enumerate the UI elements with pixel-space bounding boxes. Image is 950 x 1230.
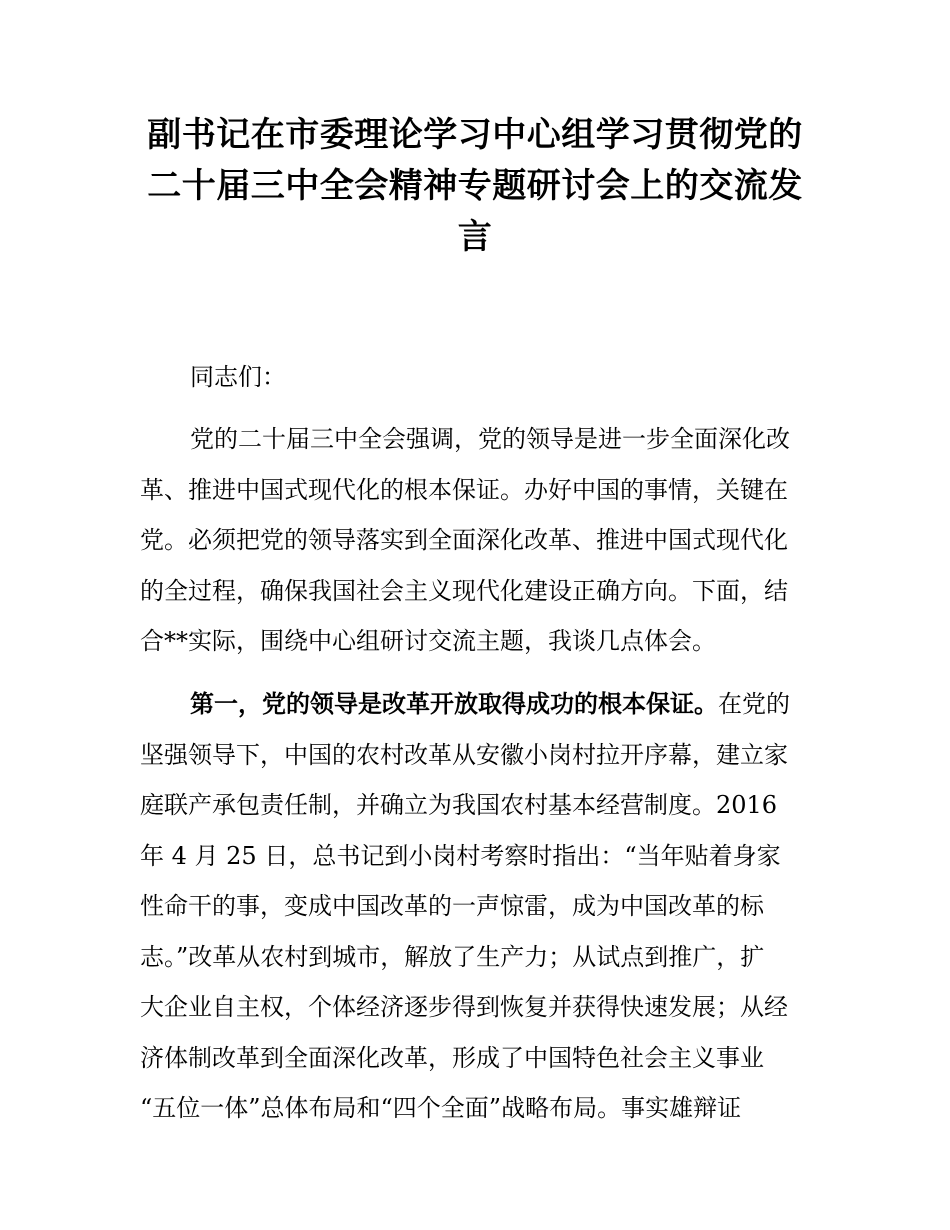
greeting-text: 同志们： bbox=[190, 363, 286, 391]
paragraph-line: 年 4 月 25 日，总书记到小岗村考察时指出：“当年贴着身家 bbox=[140, 841, 781, 870]
paragraph-2 bbox=[140, 679, 812, 1134]
paragraph-line: 的全过程，确保我国社会主义现代化建设正确方向。下面，结 bbox=[140, 576, 788, 605]
title-line: 二十届三中全会精神专题研讨会上的交流发 bbox=[147, 166, 803, 206]
document-title bbox=[140, 110, 810, 263]
paragraph-line: 党。必须把党的领导落实到全面深化改革、推进中国式现代化 bbox=[140, 526, 788, 554]
paragraph-line: 合**实际，围绕中心组研讨交流主题，我谈几点体会。 bbox=[140, 627, 716, 655]
paragraph-line: 大企业自主权，个体经济逐步得到恢复并获得快速发展；从经 bbox=[140, 993, 788, 1021]
paragraph-lead-heading: 第一，党的领导是改革开放取得成功的根本保证。 bbox=[190, 690, 718, 718]
title-line: 言 bbox=[457, 217, 493, 257]
paragraph-first-line bbox=[140, 679, 812, 730]
paragraph-line: 性命干的事，变成中国改革的一声惊雷，成为中国改革的标 bbox=[140, 892, 764, 920]
paragraph-line: 革、推进中国式现代化的根本保证。办好中国的事情，关键在 bbox=[140, 475, 788, 504]
greeting bbox=[140, 352, 812, 403]
paragraph-line: 党的二十届三中全会强调，党的领导是进一步全面深化改 bbox=[190, 425, 790, 453]
paragraph-lead-rest: 在党的 bbox=[718, 690, 790, 718]
paragraph-line: 坚强领导下，中国的农村改革从安徽小岗村拉开序幕，建立家 bbox=[140, 740, 788, 769]
paragraph-line: 济体制改革到全面深化改革，形成了中国特色社会主义事业 bbox=[140, 1043, 764, 1072]
title-line: 副书记在市委理论学习中心组学习贯彻党的 bbox=[147, 115, 803, 155]
paragraph-1 bbox=[140, 414, 812, 667]
paragraph-line: 志。”改革从农村到城市，解放了生产力；从试点到推广，扩 bbox=[140, 942, 765, 971]
paragraph-line: “五位一体”总体布局和“四个全面”战略布局。事实雄辩证 bbox=[140, 1094, 742, 1122]
paragraph-line: 庭联产承包责任制，并确立为我国农村基本经营制度。2016 bbox=[140, 791, 778, 819]
